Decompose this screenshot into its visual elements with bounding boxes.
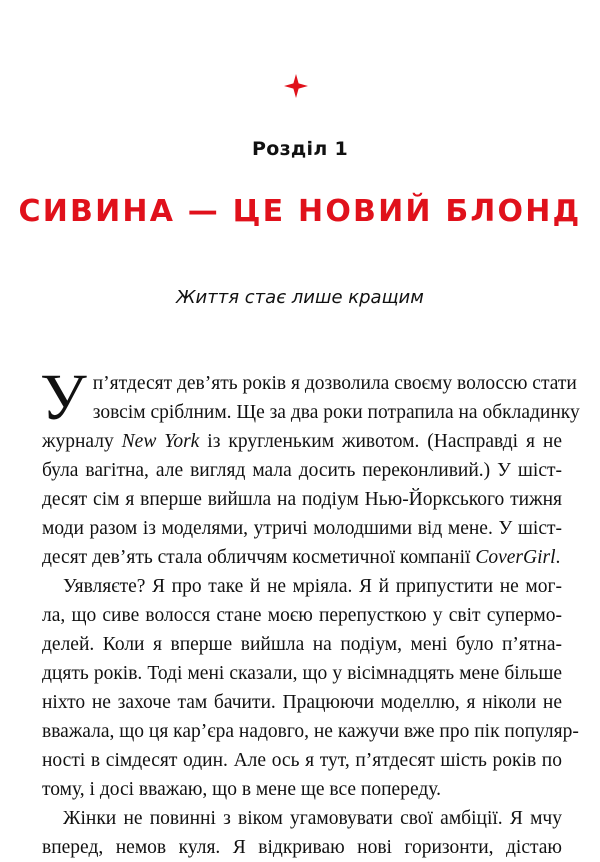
text-line: десят сім я вперше вийшла на подіум Нью-Йоркського тижня [42,489,562,510]
text-line: вважала, що ця кар’єра надовго, не кажучи вже про пік популяр- [42,721,579,742]
text-line: моди разом із моделями, утричі молодшими від мене. У шіст- [42,518,562,539]
text-line: ніхто не захоче там бачити. Працюючи моделлю, я ніколи не [42,692,562,713]
text-line: зовсім сріблним. Ще за два роки потрапила на обкладинку [92,402,580,423]
text-line: журналу New York із кругленьким животом. (Насправді я не [42,431,563,452]
text-line: десят дев’ять стала обличчям косметичної компанії CoverGirl. [42,547,561,568]
text-line: тому, і досі вважаю, що в мене ще все попереду. [42,779,441,800]
company-name: CoverGirl [475,547,556,568]
chapter-subtitle: Життя стає лише кращим [176,287,424,308]
paragraph-2 [42,572,579,804]
red-four-point-star-icon [284,74,308,98]
paragraph-3 [42,804,562,862]
drop-cap: У [40,361,87,434]
magazine-title: New York [121,431,200,452]
text-line: була вагітна, але вигляд мала досить переконливий.) У шіст- [42,460,562,481]
body-text [40,361,580,862]
chapter-label: Розділ 1 [251,138,349,160]
text-line: Жінки не повинні з віком угамовувати свої амбіції. Я мчу [63,808,562,829]
chapter-title: СИВИНА — ЦЕ НОВИЙ БЛОНД [18,194,582,229]
text-line: делей. Коли я вперше вийшла на подіум, мені було п’ятна- [42,634,562,655]
text-line: п’ятдесят дев’ять років я дозволила своєму волоссю стати [92,373,577,394]
text-line: Уявляєте? Я про таке й не мріяла. Я й припустити не мог- [63,576,562,597]
paragraph-1 [40,361,580,572]
text-line: ності в сімдесят один. Але ось я тут, п’ятдесят шість років по [42,750,562,771]
text-line: вперед, немов куля. Я відкриваю нові горизонти, дістаю [42,837,562,858]
text-line: дцять років. Тоді мені сказали, що у вісімнадцять мене більше [42,663,562,684]
text-line: ла, що сиве волосся стане моєю перепусткою у світ супермо- [42,605,562,626]
